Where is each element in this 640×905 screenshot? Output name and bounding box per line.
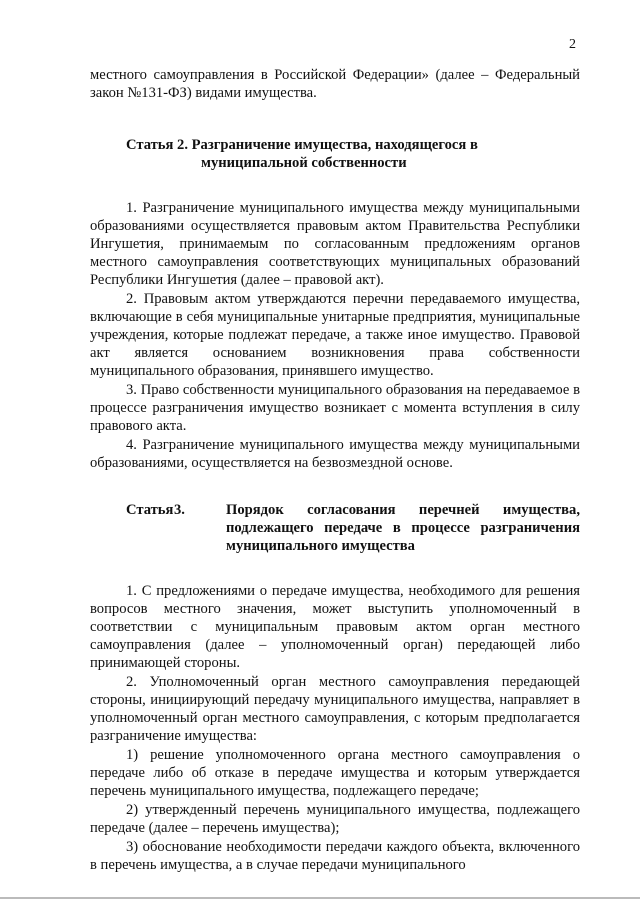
article-3-heading bbox=[90, 501, 580, 555]
article-2-paragraph-1: 1. Разграничение муниципального имущества между муниципальными образованиями осуществляется правовым актом Правительства Республики Ингушетия, принимаемым по согласованным предложениям органов местного самоуправления соответствующих муниципальных образований Республики Ингушетия (далее – правовой акт). bbox=[90, 200, 580, 288]
article-3-heading-title: Порядок согласования перечней имущества, подлежащего передаче в процессе разграничения муниципального имущества bbox=[226, 502, 580, 554]
page-bottom-edge bbox=[0, 897, 640, 899]
article-3-item-2: 2) утвержденный перечень муниципального имущества, подлежащего передаче (далее – перечень имущества); bbox=[90, 802, 580, 836]
document-body bbox=[90, 66, 580, 874]
article-2-heading-line1: Статья 2. Разграничение имущества, находящегося в bbox=[126, 137, 478, 153]
article-3-heading-word: Статья bbox=[126, 502, 174, 518]
article-3-item-1: 1) решение уполномоченного органа местного самоуправления о передаче либо об отказе в передаче имущества и которым утверждается перечень муниципального имущества, подлежащего передаче; bbox=[90, 747, 580, 799]
article-3-paragraph-2: 2. Уполномоченный орган местного самоуправления передающей стороны, инициирующий передачу муниципального имущества, направляет в уполномоченный орган местного самоуправления, с которым предполагается разграничение имущества: bbox=[90, 674, 580, 744]
article-2-paragraph-3: 3. Право собственности муниципального образования на передаваемое в процессе разграничения имущество возникает с момента вступления в силу правового акта. bbox=[90, 382, 580, 434]
article-2-heading bbox=[90, 136, 580, 172]
article-2-paragraph-2: 2. Правовым актом утверждаются перечни передаваемого имущества, включающие в себя муниципальные унитарные предприятия, муниципальные учреждения, которые подлежат передаче, а также иное имущество. Правовой акт является основанием возникновения права собственности муниципального образования, принявшего имущество. bbox=[90, 291, 580, 379]
page-number: 2 bbox=[569, 37, 576, 52]
article-3-item-3: 3) обоснование необходимости передачи каждого объекта, включенного в перечень имущества, а в случае передачи муниципального bbox=[90, 839, 580, 873]
intro-paragraph: местного самоуправления в Российской Федерации» (далее – Федеральный закон №131-ФЗ) видами имущества. bbox=[90, 67, 580, 101]
article-3-paragraph-1: 1. С предложениями о передаче имущества, необходимого для решения вопросов местного значения, может выступить уполномоченный в соответствии с муниципальным правовым актом орган местного самоуправления (далее – уполномоченный орган) передающей либо принимающей стороны. bbox=[90, 583, 580, 671]
article-2-heading-line2: муниципальной собственности bbox=[201, 155, 407, 171]
article-3-heading-number: 3. bbox=[174, 502, 185, 518]
article-2-paragraph-4: 4. Разграничение муниципального имущества между муниципальными образованиями, осуществляется на безвозмездной основе. bbox=[90, 437, 580, 471]
